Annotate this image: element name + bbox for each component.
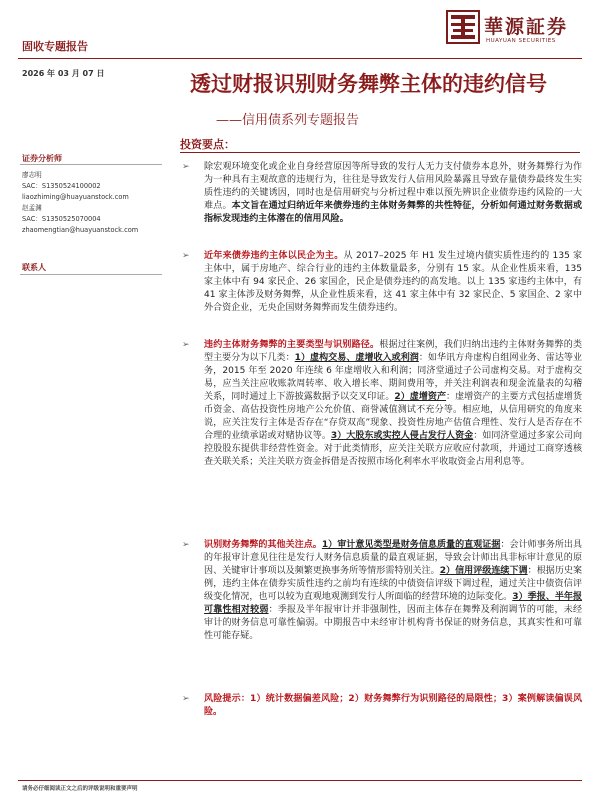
footer-divider [18,780,582,781]
analyst-sac: SAC：S1350524100002 [22,182,101,190]
footer-disclaimer: 请务必仔细阅读正文之后的评级说明和重要声明 [22,786,138,792]
company-name-en: HUAYUAN SECURITIES [486,38,556,44]
analyst-heading: 证券分析师 [22,154,62,163]
risk-warning: 风险提示：1）统计数据偏差风险；2）财务舞弊行为识别路径的局限性；3）案例解读偏误风险。 [204,694,582,717]
analyst-email[interactable]: zhaomengtian@huayuanstock.com [22,226,139,234]
analyst-name: 廖志明 [22,171,42,179]
bullet-arrow-icon: ➢ [182,540,190,550]
analyst-email[interactable]: liaozhiming@huayuanstock.com [22,193,129,201]
key-point-2: 近年来债券违约主体以民企为主。从 2017–2025 年 H1 发生过境内债实质性违约的 135 家主体中，属于房地产、综合行业的违约主体数量最多，分别有 15 家。从企业性质来看，135 家主体中有 94 家民企、26 家国企，民企是债券违约的高发地。以上 135 家违约主体中，有 41 家主体涉及财务舞弊，从企业性质来看，这 41 家主体中有 32 家民企、5 家国企、2 家中外合资企业，无央企国财务舞弊而发生债券违约。 [204,251,583,313]
bullet-arrow-icon: ➢ [182,162,190,172]
analyst-divider [20,164,162,165]
key-point-4: 识别财务舞弊的其他关注点。1）审计意见类型是财务信息质量的直观证据：会计师事务所出具的年报审计意见往往是发行人财务信息质量的最直观证据，导致会计师出具非标审计意见的原因、关键审计事项以及频繁更换事务所等情形需特别关注。2）信用评级连续下调：根据历史案例，违约主体在债券实质性违约之前均有连续的中债资信评级下调过程，通过关注中债资信评级变化情况，也可以较为直观地观测到发行人所面临的经营环境的边际变化。3）季报、半年报可靠性相对较弱：季报及半年报审计并非强制性，因而主体存在舞弊及利润调节的可能，未经审计的财务信息可靠性偏弱。中期报告中未经审计机构背书保证的财务信息，其真实性和可靠性可能存疑。 [204,540,583,641]
key-points-divider [180,152,580,153]
page-subtitle: ——信用债系列专题报告 [216,113,360,128]
header-divider [18,58,582,59]
company-logo-icon [446,10,480,44]
report-type: 固收专题报告 [22,40,88,53]
page-title: 透过财报识别财务舞弊主体的违约信号 [190,71,547,96]
company-name: 華源証券 [484,16,569,38]
key-point-1: 除宏观环境变化或企业自身经营原因等所导致的发行人无力支付债券本息外，财务舞弊行为作为一种具有主观故意的违规行为，往往是导致发行人信用风险暴露且导致存量债券最终发生实质性违约的关键诱因，同时也是信用研究与分析过程中难以预先辨识企业债券违约风险的一大难点。本文旨在通过归纳近年来债券违约主体财务舞弊的共性特征，分析如何通过财务数据或指标发现违约主体潜在的信用风险。 [204,162,582,224]
bullet-arrow-icon: ➢ [182,251,190,261]
contact-heading: 联系人 [22,263,46,272]
bullet-arrow-icon: ➢ [182,340,190,350]
key-point-3: 违约主体财务舞弊的主要类型与识别路径。根据过往案例，我们归纳出违约主体财务舞弊的类型主要分为以下几类：1）虚构交易、虚增收入或利润：如华讯方舟虚构自组网业务、雷达等业务，2015 年至 2020 年连续 6 年虚增收入和利润；同济堂通过子公司虚构交易。对于虚构交易，应当关注应收账款周转率、收入增长率、期间费用等，并关注利润表和现金流量表的勾稽关系，同时通过上下游披露数据予以交叉印证。2）虚增资产：虚增资产的主要方式包括虚增货币资金、高估投资性房地产公允价值、商誉减值测试不充分等。相应地，从信用研究的角度来说，应关注发行主体是否存在“存贷双高”现象、投资性房地产估值合理性、发行人是否存在不合理的业绩承诺或对赌协议等。3）大股东或实控人侵占发行人资金：如同济堂通过多家公司向控股股东提供非经营性资金。对于此类情形，应关注关联方应收应付款项，并通过工商穿透核查关联关系；关注关联方资金拆借是否按照市场化利率水平收取资金占用利息等。 [204,340,583,467]
report-date: 2026 年 03 月 07 日 [22,69,105,78]
contact-divider [20,274,162,275]
bullet-arrow-icon: ➢ [182,694,190,704]
analyst-sac: SAC：S1350525070004 [22,215,101,223]
analyst-name: 赵孟渊 [22,204,42,212]
key-points-heading: 投资要点： [180,138,235,151]
